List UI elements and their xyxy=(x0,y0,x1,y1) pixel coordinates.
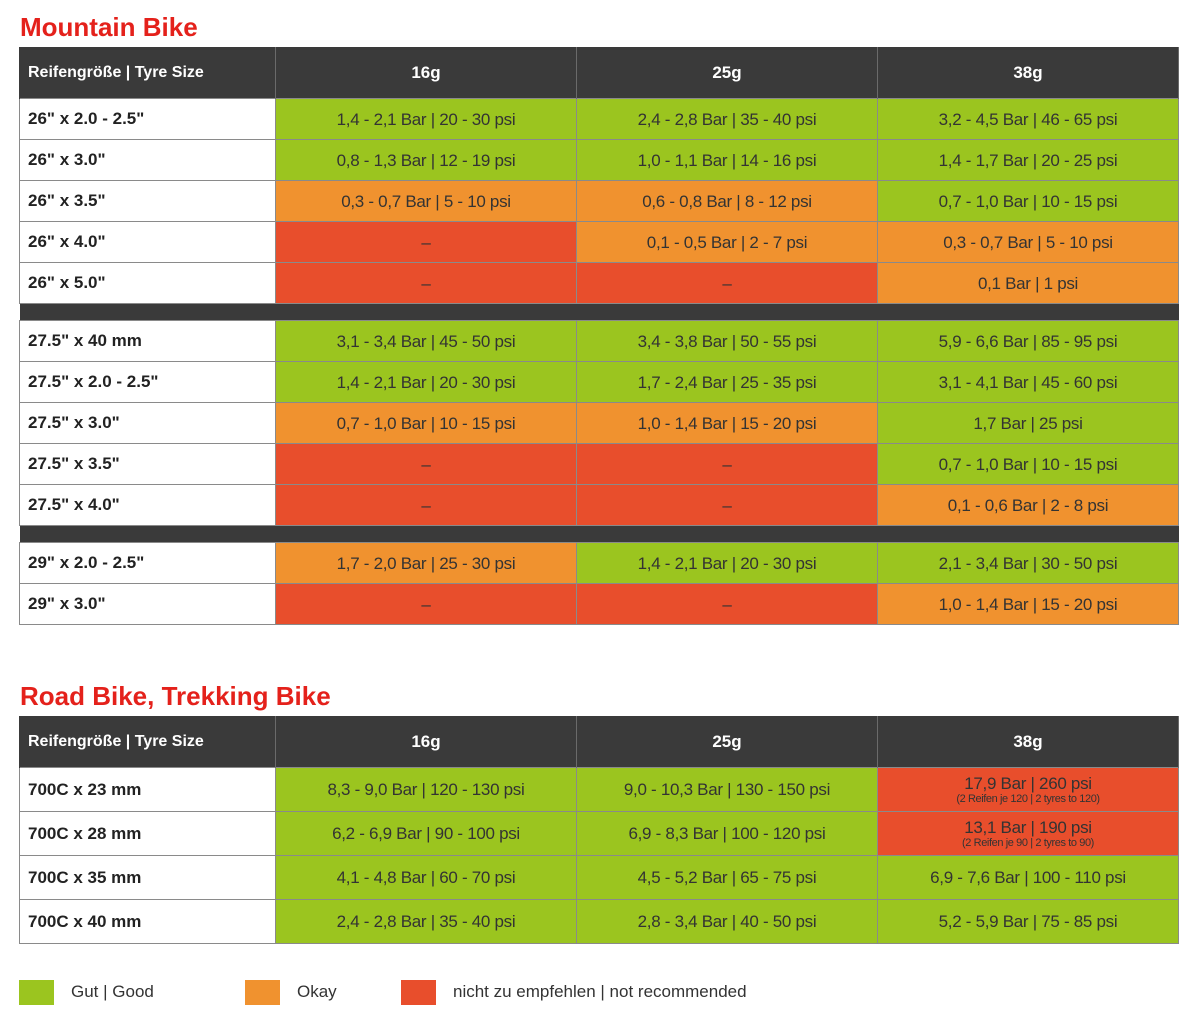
tyre-size-header: Reifengröße | Tyre Size xyxy=(20,47,276,99)
pressure-note: (2 Reifen je 120 | 2 tyres to 120) xyxy=(956,793,1100,805)
pressure-cell xyxy=(577,321,878,362)
tyre-size-cell: 700C x 23 mm xyxy=(20,768,276,812)
pressure-value: 1,0 - 1,4 Bar | 15 - 20 psi xyxy=(938,594,1118,614)
pressure-value: 0,8 - 1,3 Bar | 12 - 19 psi xyxy=(336,150,516,170)
pressure-value: 6,2 - 6,9 Bar | 90 - 100 psi xyxy=(332,824,520,843)
pressure-value: 5,9 - 6,6 Bar | 85 - 95 psi xyxy=(938,331,1118,351)
pressure-cell xyxy=(577,362,878,403)
legend-swatch-not-recommended xyxy=(401,980,436,1005)
pressure-value: 4,5 - 5,2 Bar | 65 - 75 psi xyxy=(637,868,817,887)
pressure-cell xyxy=(878,140,1179,181)
tyre-size-header: Reifengröße | Tyre Size xyxy=(20,716,276,768)
column-header-38g: 38g xyxy=(878,716,1179,768)
table-row xyxy=(20,485,1179,526)
pressure-cell xyxy=(577,768,878,812)
pressure-cell xyxy=(577,543,878,584)
pressure-value: 3,2 - 4,5 Bar | 46 - 65 psi xyxy=(938,109,1118,129)
pressure-cell xyxy=(276,222,577,263)
table-row xyxy=(20,403,1179,444)
pressure-value: – xyxy=(421,454,431,474)
table-row xyxy=(20,856,1179,900)
table-row xyxy=(20,444,1179,485)
pressure-value: – xyxy=(722,273,732,293)
pressure-cell xyxy=(276,856,577,900)
pressure-value: 0,3 - 0,7 Bar | 5 - 10 psi xyxy=(341,191,511,211)
pressure-cell xyxy=(878,403,1179,444)
pressure-cell xyxy=(577,403,878,444)
tyre-size-cell: 700C x 40 mm xyxy=(20,900,276,944)
pressure-value: 0,6 - 0,8 Bar | 8 - 12 psi xyxy=(642,191,812,211)
group-separator xyxy=(20,304,1179,321)
pressure-cell xyxy=(276,99,577,140)
pressure-value: 0,1 - 0,6 Bar | 2 - 8 psi xyxy=(947,495,1109,515)
pressure-value: 2,8 - 3,4 Bar | 40 - 50 psi xyxy=(637,912,817,931)
table-row xyxy=(20,140,1179,181)
pressure-cell xyxy=(878,900,1179,944)
pressure-cell xyxy=(878,99,1179,140)
pressure-cell xyxy=(276,263,577,304)
pressure-cell xyxy=(276,768,577,812)
pressure-value: 3,4 - 3,8 Bar | 50 - 55 psi xyxy=(637,331,817,351)
tyre-size-cell: 26" x 3.5" xyxy=(20,181,276,222)
pressure-cell xyxy=(276,444,577,485)
pressure-cell xyxy=(878,181,1179,222)
pressure-value: – xyxy=(722,594,732,614)
pressure-cell xyxy=(276,543,577,584)
pressure-value: 2,1 - 3,4 Bar | 30 - 50 psi xyxy=(938,553,1118,573)
pressure-cell xyxy=(276,321,577,362)
pressure-cell xyxy=(276,900,577,944)
table-row xyxy=(20,543,1179,584)
tyre-size-cell: 26" x 2.0 - 2.5" xyxy=(20,99,276,140)
table-row xyxy=(20,768,1179,812)
mountain-bike-pressure-table xyxy=(19,47,1179,625)
pressure-value: 0,3 - 0,7 Bar | 5 - 10 psi xyxy=(943,232,1113,252)
pressure-cell xyxy=(878,584,1179,625)
tyre-size-cell: 27.5" x 2.0 - 2.5" xyxy=(20,362,276,403)
pressure-value: – xyxy=(421,594,431,614)
pressure-cell xyxy=(577,584,878,625)
group-separator-bar xyxy=(20,526,1179,543)
pressure-cell xyxy=(878,543,1179,584)
pressure-cell xyxy=(276,584,577,625)
pressure-value: 1,7 - 2,4 Bar | 25 - 35 psi xyxy=(637,372,817,392)
tyre-size-cell: 29" x 3.0" xyxy=(20,584,276,625)
pressure-note: (2 Reifen je 90 | 2 tyres to 90) xyxy=(962,837,1094,849)
legend-item-okay xyxy=(245,979,337,1005)
pressure-value: 1,7 - 2,0 Bar | 25 - 30 psi xyxy=(336,553,516,573)
pressure-value: – xyxy=(722,454,732,474)
legend-label-okay: Okay xyxy=(297,982,337,1001)
pressure-cell xyxy=(577,444,878,485)
table-row xyxy=(20,362,1179,403)
pressure-cell xyxy=(577,222,878,263)
tyre-size-cell: 26" x 4.0" xyxy=(20,222,276,263)
pressure-cell xyxy=(878,362,1179,403)
header-row xyxy=(20,47,1179,99)
column-header-16g: 16g xyxy=(276,716,577,768)
pressure-cell xyxy=(878,321,1179,362)
pressure-cell xyxy=(276,181,577,222)
tyre-size-cell: 27.5" x 3.5" xyxy=(20,444,276,485)
pressure-value: 1,4 - 2,1 Bar | 20 - 30 psi xyxy=(637,553,817,573)
pressure-value: 6,9 - 7,6 Bar | 100 - 110 psi xyxy=(930,868,1126,887)
table-row xyxy=(20,584,1179,625)
pressure-value: 4,1 - 4,8 Bar | 60 - 70 psi xyxy=(336,868,516,887)
group-separator xyxy=(20,526,1179,543)
pressure-cell xyxy=(276,812,577,856)
tyre-size-cell: 700C x 28 mm xyxy=(20,812,276,856)
pressure-value: – xyxy=(421,495,431,515)
pressure-value: 0,7 - 1,0 Bar | 10 - 15 psi xyxy=(938,454,1118,474)
legend-item-good xyxy=(19,979,154,1005)
table-row xyxy=(20,900,1179,944)
pressure-cell xyxy=(276,403,577,444)
pressure-cell xyxy=(276,485,577,526)
pressure-cell xyxy=(276,362,577,403)
tyre-size-cell: 27.5" x 4.0" xyxy=(20,485,276,526)
tyre-size-cell: 700C x 35 mm xyxy=(20,856,276,900)
column-header-16g: 16g xyxy=(276,47,577,99)
pressure-value: 0,1 Bar | 1 psi xyxy=(977,273,1079,293)
pressure-value: 2,4 - 2,8 Bar | 35 - 40 psi xyxy=(336,912,516,931)
pressure-value: 0,7 - 1,0 Bar | 10 - 15 psi xyxy=(938,191,1118,211)
pressure-value: 8,3 - 9,0 Bar | 120 - 130 psi xyxy=(327,780,525,799)
mountain-bike-title: Mountain Bike xyxy=(20,12,198,42)
legend-swatch-okay xyxy=(245,980,280,1005)
legend-swatch-good xyxy=(19,980,54,1005)
pressure-cell xyxy=(878,768,1179,812)
pressure-value: 1,0 - 1,4 Bar | 15 - 20 psi xyxy=(637,413,817,433)
pressure-value: 9,0 - 10,3 Bar | 130 - 150 psi xyxy=(623,780,831,799)
pressure-cell xyxy=(577,263,878,304)
pressure-value: 1,0 - 1,1 Bar | 14 - 16 psi xyxy=(637,150,817,170)
pressure-cell xyxy=(276,140,577,181)
legend-label-not-recommended: nicht zu empfehlen | not recommended xyxy=(453,982,747,1001)
road-trekking-pressure-table xyxy=(19,716,1179,944)
pressure-value: 0,7 - 1,0 Bar | 10 - 15 psi xyxy=(336,413,516,433)
pressure-value: 17,9 Bar | 260 psi xyxy=(964,774,1092,793)
legend-item-not-recommended xyxy=(401,979,747,1005)
pressure-cell xyxy=(577,99,878,140)
pressure-cell xyxy=(577,856,878,900)
pressure-value: 1,7 Bar | 25 psi xyxy=(973,413,1083,433)
pressure-value: – xyxy=(421,232,431,252)
pressure-cell xyxy=(878,812,1179,856)
road-trekking-bike-title: Road Bike, Trekking Bike xyxy=(20,681,331,711)
pressure-value: 6,9 - 8,3 Bar | 100 - 120 psi xyxy=(628,824,826,843)
pressure-value: 2,4 - 2,8 Bar | 35 - 40 psi xyxy=(637,109,817,129)
pressure-value: – xyxy=(421,273,431,293)
pressure-value: 0,1 - 0,5 Bar | 2 - 7 psi xyxy=(646,232,808,252)
column-header-38g: 38g xyxy=(878,47,1179,99)
pressure-cell xyxy=(878,263,1179,304)
pressure-cell xyxy=(577,181,878,222)
table-row xyxy=(20,812,1179,856)
pressure-cell xyxy=(577,900,878,944)
pressure-value: 1,4 - 2,1 Bar | 20 - 30 psi xyxy=(336,372,516,392)
pressure-cell xyxy=(878,485,1179,526)
pressure-value: 13,1 Bar | 190 psi xyxy=(964,818,1092,837)
tyre-size-cell: 26" x 3.0" xyxy=(20,140,276,181)
pressure-value: 1,4 - 1,7 Bar | 20 - 25 psi xyxy=(938,150,1118,170)
table-row xyxy=(20,181,1179,222)
pressure-cell xyxy=(878,856,1179,900)
group-separator-bar xyxy=(20,304,1179,321)
tyre-size-cell: 29" x 2.0 - 2.5" xyxy=(20,543,276,584)
pressure-cell xyxy=(577,485,878,526)
header-row xyxy=(20,716,1179,768)
table-row xyxy=(20,321,1179,362)
tyre-size-cell: 27.5" x 40 mm xyxy=(20,321,276,362)
column-header-25g: 25g xyxy=(577,47,878,99)
table-row xyxy=(20,99,1179,140)
column-header-25g: 25g xyxy=(577,716,878,768)
legend-label-good: Gut | Good xyxy=(71,982,154,1001)
pressure-cell xyxy=(878,444,1179,485)
pressure-value: 3,1 - 4,1 Bar | 45 - 60 psi xyxy=(938,372,1118,392)
pressure-cell xyxy=(878,222,1179,263)
table-row xyxy=(20,222,1179,263)
pressure-value: – xyxy=(722,495,732,515)
tyre-size-cell: 26" x 5.0" xyxy=(20,263,276,304)
pressure-value: 1,4 - 2,1 Bar | 20 - 30 psi xyxy=(336,109,516,129)
pressure-value: 3,1 - 3,4 Bar | 45 - 50 psi xyxy=(336,331,516,351)
tyre-size-cell: 27.5" x 3.0" xyxy=(20,403,276,444)
pressure-cell xyxy=(577,812,878,856)
pressure-cell xyxy=(577,140,878,181)
table-row xyxy=(20,263,1179,304)
pressure-value: 5,2 - 5,9 Bar | 75 - 85 psi xyxy=(938,912,1118,931)
